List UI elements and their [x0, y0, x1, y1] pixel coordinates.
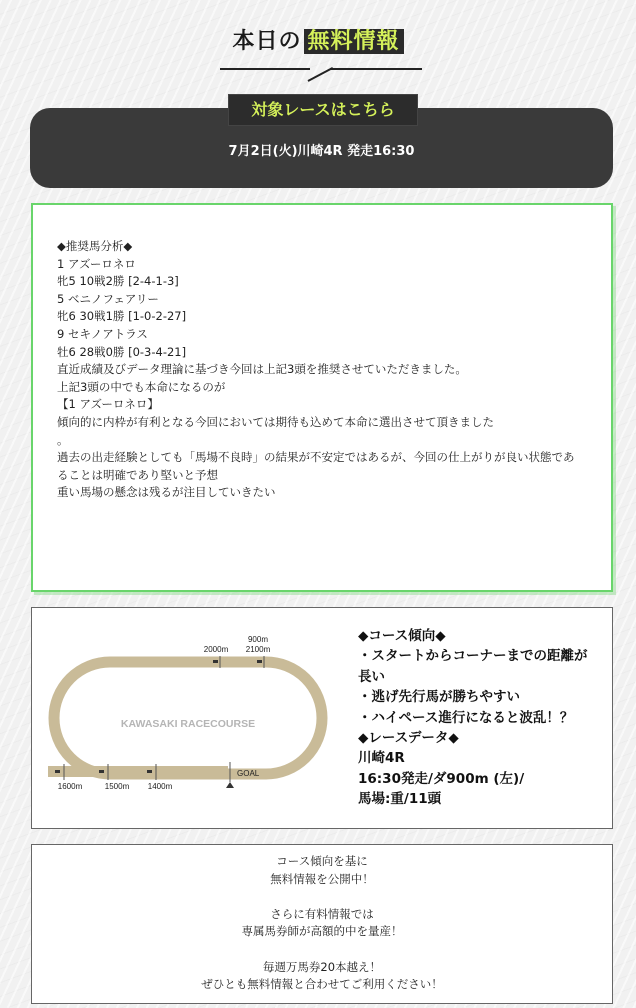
notice-panel	[31, 844, 613, 1004]
notice-line: 毎週万馬券20本越え！	[262, 959, 382, 974]
start-flags	[55, 660, 262, 773]
racecourse-name: KAWASAKI RACECOURSE	[120, 718, 256, 730]
analysis-line: ◆推奨馬分析◆	[57, 239, 133, 253]
course-info-line: 川崎4R	[358, 750, 405, 767]
notice-line: 無料情報を公開中！	[270, 871, 374, 886]
marker-1400m: 1400m	[147, 782, 173, 791]
marker-2000m: 2000m	[203, 645, 229, 654]
notice-line: ぜひとも無料情報と合わせてご利用ください！	[201, 977, 443, 992]
notice-line: コース傾向を基に	[276, 854, 368, 868]
analysis-line: 5 ベニノフェアリー	[57, 291, 159, 306]
analysis-line: 直近成績及びデータ理論に基づき今回は上記3頭を推奨させていただきました。	[57, 362, 467, 377]
analysis-line: 牝5 10戦2勝 [2-4-1-3]	[57, 274, 179, 289]
course-info-line: 長い	[358, 668, 385, 685]
analysis-line: 。	[57, 432, 69, 447]
notice-line	[32, 941, 612, 959]
course-info-line: ◆レースデータ◆	[358, 730, 459, 747]
marker-900m: 900m	[247, 635, 269, 644]
marker-goal: GOAL	[237, 769, 260, 778]
course-info-line: ◆コース傾向◆	[358, 628, 446, 644]
course-info-line: 馬場:重/11頭	[358, 791, 442, 808]
analysis-line: 傾向的に内枠が有利となる今回においては期待も込めて本命に選出させて頂きました	[57, 414, 494, 429]
page-title	[232, 24, 403, 55]
analysis-line: 9 セキノアトラス	[57, 326, 148, 341]
analysis-panel	[31, 203, 613, 592]
marker-1600m: 1600m	[57, 782, 83, 791]
marker-2100m: 2100m	[245, 645, 271, 654]
notice-line	[32, 888, 612, 906]
title-prefix: 本日の	[232, 29, 302, 54]
analysis-line: 1 アズーロネロ	[57, 256, 136, 271]
course-info	[358, 626, 608, 810]
target-race-text: 7月2日(火)川崎4R 発走16:30	[228, 144, 415, 159]
course-info-line: ・スタートからコーナーまでの距離が	[358, 648, 588, 665]
analysis-line: 牝6 30戦1勝 [1-0-2-27]	[57, 309, 187, 324]
course-panel	[31, 607, 613, 829]
notice-line: 専属馬券師が高額的中を量産！	[241, 924, 403, 939]
marker-1500m: 1500m	[104, 782, 130, 791]
page-header	[0, 24, 636, 55]
course-info-line: ・逃げ先行馬が勝ちやすい	[358, 689, 520, 706]
course-info-line: ・ハイペース進行になると波乱！？	[358, 709, 574, 726]
notice-line: さらに有料情報では	[270, 906, 374, 921]
title-decoration	[220, 66, 420, 86]
target-race-label: 対象レースはこちら	[228, 94, 418, 126]
goal-marker-icon	[226, 782, 234, 788]
analysis-line: 重い馬場の懸念は残るが注目していきたい	[57, 485, 276, 500]
analysis-line: 牡6 28戦0勝 [0-3-4-21]	[57, 344, 187, 359]
analysis-line: 【1 アズーロネロ】	[57, 397, 159, 412]
racecourse-map	[44, 634, 344, 794]
analysis-line: ることは明確であり堅いと予想	[57, 467, 218, 482]
analysis-line: 過去の出走経験としても「馬場不良時」の結果が不安定ではあるが、今回の仕上がりが良い状態であ	[57, 450, 575, 465]
title-highlight: 無料情報	[304, 29, 404, 54]
analysis-line: 上記3頭の中でも本命になるのが	[57, 379, 226, 394]
course-info-line: 16:30発走/ダ900m (左)/	[358, 770, 525, 787]
